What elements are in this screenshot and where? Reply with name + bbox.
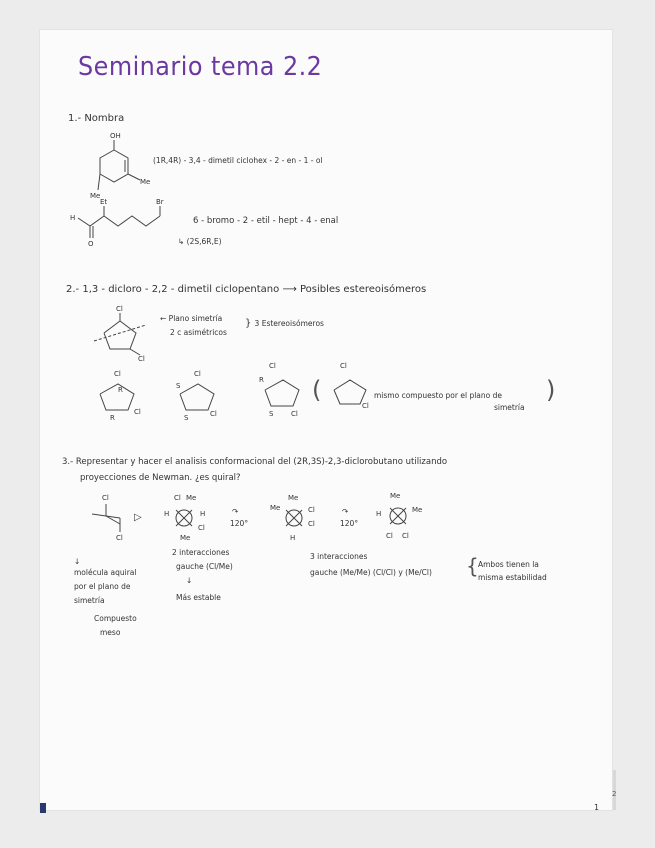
q2-main-structure <box>90 305 160 363</box>
newman-1 <box>156 494 216 544</box>
nm1-h2-label: H <box>200 510 206 518</box>
iso3-s-label: S <box>269 410 274 418</box>
mol1-name: (1R,4R) - 3,4 - dimetil ciclohex - 2 - en - 1 - ol <box>153 156 323 165</box>
iso1-r2-label: R <box>110 414 115 422</box>
q2-note1-text: Plano simetría <box>168 314 223 323</box>
saw-cl2-label: Cl <box>116 534 123 542</box>
q2-note1: ← Plano simetría <box>160 314 223 323</box>
q2-paren-text: mismo compuesto por el plano de <box>374 391 502 400</box>
nm3-cl-label: Cl <box>386 532 393 540</box>
q3-note-mid1: 2 interacciones <box>172 548 230 557</box>
nm3-me-label: Me <box>390 492 401 500</box>
mol2-name: 6 - bromo - 2 - etil - hept - 4 - enal <box>193 216 339 226</box>
q2-arrow-text: Posibles estereoisómeros <box>299 284 427 295</box>
saw-cl-label: Cl <box>102 494 109 502</box>
q3-note-final1: Ambos tienen la <box>478 560 539 569</box>
q3-down-arrow2: ↓ <box>186 576 193 585</box>
iso2-cl-label: Cl <box>194 370 201 378</box>
q3-note-mid3: Más estable <box>176 593 221 602</box>
q3-note-left1: molécula aquiral <box>74 568 137 577</box>
mol1-me2-label: Me <box>90 192 101 200</box>
mol1-me-label: Me <box>140 178 151 186</box>
q2-note2: 2 c asimétricos <box>170 328 227 337</box>
q3-note-mid2: gauche (Cl/Me) <box>176 562 233 571</box>
newman-3 <box>372 490 432 540</box>
nm1-cl2-label: Cl <box>198 524 205 532</box>
nm1-me2-label: Me <box>180 534 191 542</box>
nm3-me2-label: Me <box>412 506 423 514</box>
q2-isomer2 <box>170 370 240 420</box>
q3-note-left5: meso <box>100 628 121 637</box>
iso1-cl2-label: Cl <box>134 408 141 416</box>
q2-paren-open: ( <box>312 376 322 404</box>
q2-paren-text2: simetría <box>494 403 525 412</box>
newman-2 <box>266 494 326 544</box>
q3-rotate-arrow1: ↷ <box>232 507 239 516</box>
q3-note-left2: por el plano de <box>74 582 131 591</box>
nm2-me2-label: Me <box>270 504 281 512</box>
q3-note-right1: 3 interacciones <box>310 552 368 561</box>
q3-brace: { <box>466 554 479 578</box>
q3-angle1: 120° <box>230 519 249 528</box>
iso3-r-label: R <box>259 376 264 384</box>
q3-note-final2: misma estabilidad <box>478 573 547 582</box>
page-number: 1 <box>594 803 600 812</box>
q3-down-arrow1: ↓ <box>74 557 81 566</box>
mol2-h-label: H <box>70 214 76 222</box>
q3-note-left3: simetría <box>74 596 105 605</box>
iso4-cl2-label: Cl <box>362 402 369 410</box>
nm2-cl-label: Cl <box>308 506 315 514</box>
iso3-cl-label: Cl <box>269 362 276 370</box>
mol2-config-text: (2S,6R,E) <box>186 237 222 246</box>
q2-brace-text: 3 Estereoisómeros <box>254 319 324 328</box>
q2-brace: } 3 Estereoisómeros <box>245 318 324 329</box>
iso1-r-label: R <box>118 386 123 394</box>
q2-label-text: 2.- 1,3 - dicloro - 2,2 - dimetil ciclopentano <box>66 284 280 295</box>
q2-label <box>66 284 426 295</box>
mol2-et-label: Et <box>100 198 108 206</box>
iso2-cl2-label: Cl <box>210 410 217 418</box>
q3-label2: proyecciones de Newman. ¿es quiral? <box>80 473 241 483</box>
q3-note-right2: gauche (Me/Me) (Cl/Cl) y (Me/Cl) <box>310 568 432 577</box>
nm1-cl-label: Cl <box>174 494 181 502</box>
q2-paren-close: ) <box>546 376 556 404</box>
q2-arrow: ⟶ <box>282 284 297 295</box>
nm2-cl2-label: Cl <box>308 520 315 528</box>
iso3-cl2-label: Cl <box>291 410 298 418</box>
iso4-cl-label: Cl <box>340 362 347 370</box>
q3-arrow1: ▷ <box>134 512 142 523</box>
nm1-h-label: H <box>164 510 170 518</box>
q2-isomer4 <box>328 362 378 412</box>
mol1-oh-label: OH <box>110 132 121 140</box>
side-page-number: 2 <box>612 790 617 798</box>
q3-rotate-arrow2: ↷ <box>342 507 349 516</box>
q3-note-left4: Compuesto <box>94 614 137 623</box>
q2-isomer1 <box>90 370 160 420</box>
q3-label: 3.- Representar y hacer el analisis conformacional del (2R,3S)-2,3-diclorobutano utilizando <box>62 457 448 467</box>
page-title: Seminario tema 2.2 <box>78 52 323 82</box>
iso2-s-label: S <box>176 382 181 390</box>
iso1-cl-label: Cl <box>114 370 121 378</box>
nm2-h-label: H <box>290 534 296 542</box>
nm3-cl2-label: Cl <box>402 532 409 540</box>
mol2-config: ↳ (2S,6R,E) <box>178 237 222 246</box>
q1-label: 1.- Nombra <box>68 113 125 124</box>
page-bottom-marker <box>40 803 46 813</box>
q2-cl2-label: Cl <box>138 355 145 363</box>
mol2-o-label: O <box>88 240 94 248</box>
nm3-h-label: H <box>376 510 382 518</box>
iso2-s2-label: S <box>184 414 189 422</box>
nm1-me-label: Me <box>186 494 197 502</box>
mol2-structure <box>70 198 180 253</box>
nm2-me-label: Me <box>288 494 299 502</box>
q2-cl-label: Cl <box>116 305 123 313</box>
q3-angle2: 120° <box>340 519 359 528</box>
mol2-br-label: Br <box>156 198 164 206</box>
